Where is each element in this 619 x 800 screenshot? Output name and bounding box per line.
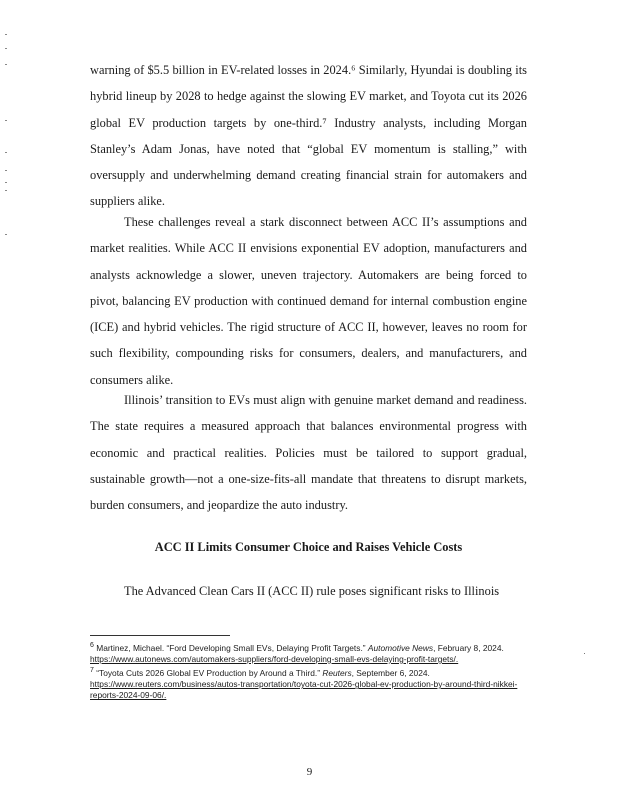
footnote-date: , September 6, 2024.	[351, 668, 430, 678]
footnote-text: “Toyota Cuts 2026 Global EV Production by Around a Third.”	[93, 668, 323, 678]
footnote-7	[90, 665, 527, 701]
footnote-text: Martinez, Michael. “Ford Developing Small EVs, Delaying Profit Targets.”	[93, 642, 368, 653]
page-number: 9	[306, 766, 313, 778]
footnote-link[interactable]: https://www.reuters.com/business/autos-transportation/toyota-cut-2026-global-ev-production-by-around-third-nikkei-reports-2024-09-06/.	[90, 679, 518, 701]
footnotes	[90, 640, 527, 702]
paragraph-1: warning of $5.5 billion in EV-related losses in 2024.⁶ Similarly, Hyundai is doubling its hybrid lineup by 2028 to hedge against the slowing EV market, and Toyota cut its 2026 global EV production targets by one-third.⁷ Industry analysts, including Morgan Stanley’s Adam Jonas, have noted that “global EV momentum is stalling,” with oversupply and underwhelming demand creating financial strain for automakers and suppliers alike.	[90, 63, 527, 209]
scan-margin-marks	[5, 34, 8, 244]
section-heading: ACC II Limits Consumer Choice and Raises Vehicle Costs	[154, 540, 463, 554]
footnote-link[interactable]: https://www.autonews.com/automakers-suppliers/ford-developing-small-evs-delaying-profit-targets/.	[90, 654, 459, 664]
paragraph-3: Illinois’ transition to EVs must align with genuine market demand and readiness. The state requires a measured approach that balances environmental progress with economic and practical realities. Policies must be tailored to support gradual, sustainable growth—not a one-size-fits-all mandate that threatens to disrupt markets, burden consumers, and jeopardize the auto industry.	[90, 393, 527, 513]
scan-speck	[584, 653, 585, 654]
footnote-6	[90, 640, 527, 665]
footnote-source: Automotive News	[367, 642, 434, 653]
paragraph-2: These challenges reveal a stark disconnect between ACC II’s assumptions and market realities. While ACC II envisions exponential EV adoption, manufacturers and analysts acknowledge a slower, uneven trajectory. Automakers are being forced to pivot, balancing EV production with continued demand for internal combustion engine (ICE) and hybrid vehicles. The rigid structure of ACC II, however, leaves no room for such flexibility, compounding risks for consumers, dealers, and manufacturers, and consumers alike.	[90, 215, 527, 387]
footnote-date: , February 8, 2024.	[433, 642, 504, 653]
footnote-source: Reuters	[322, 668, 352, 678]
footnote-marker: 6	[90, 642, 94, 649]
footnote-marker: 7	[90, 667, 94, 675]
section-intro-paragraph: The Advanced Clean Cars II (ACC II) rule poses significant risks to Illinois	[124, 584, 500, 598]
footnote-separator	[90, 635, 230, 636]
